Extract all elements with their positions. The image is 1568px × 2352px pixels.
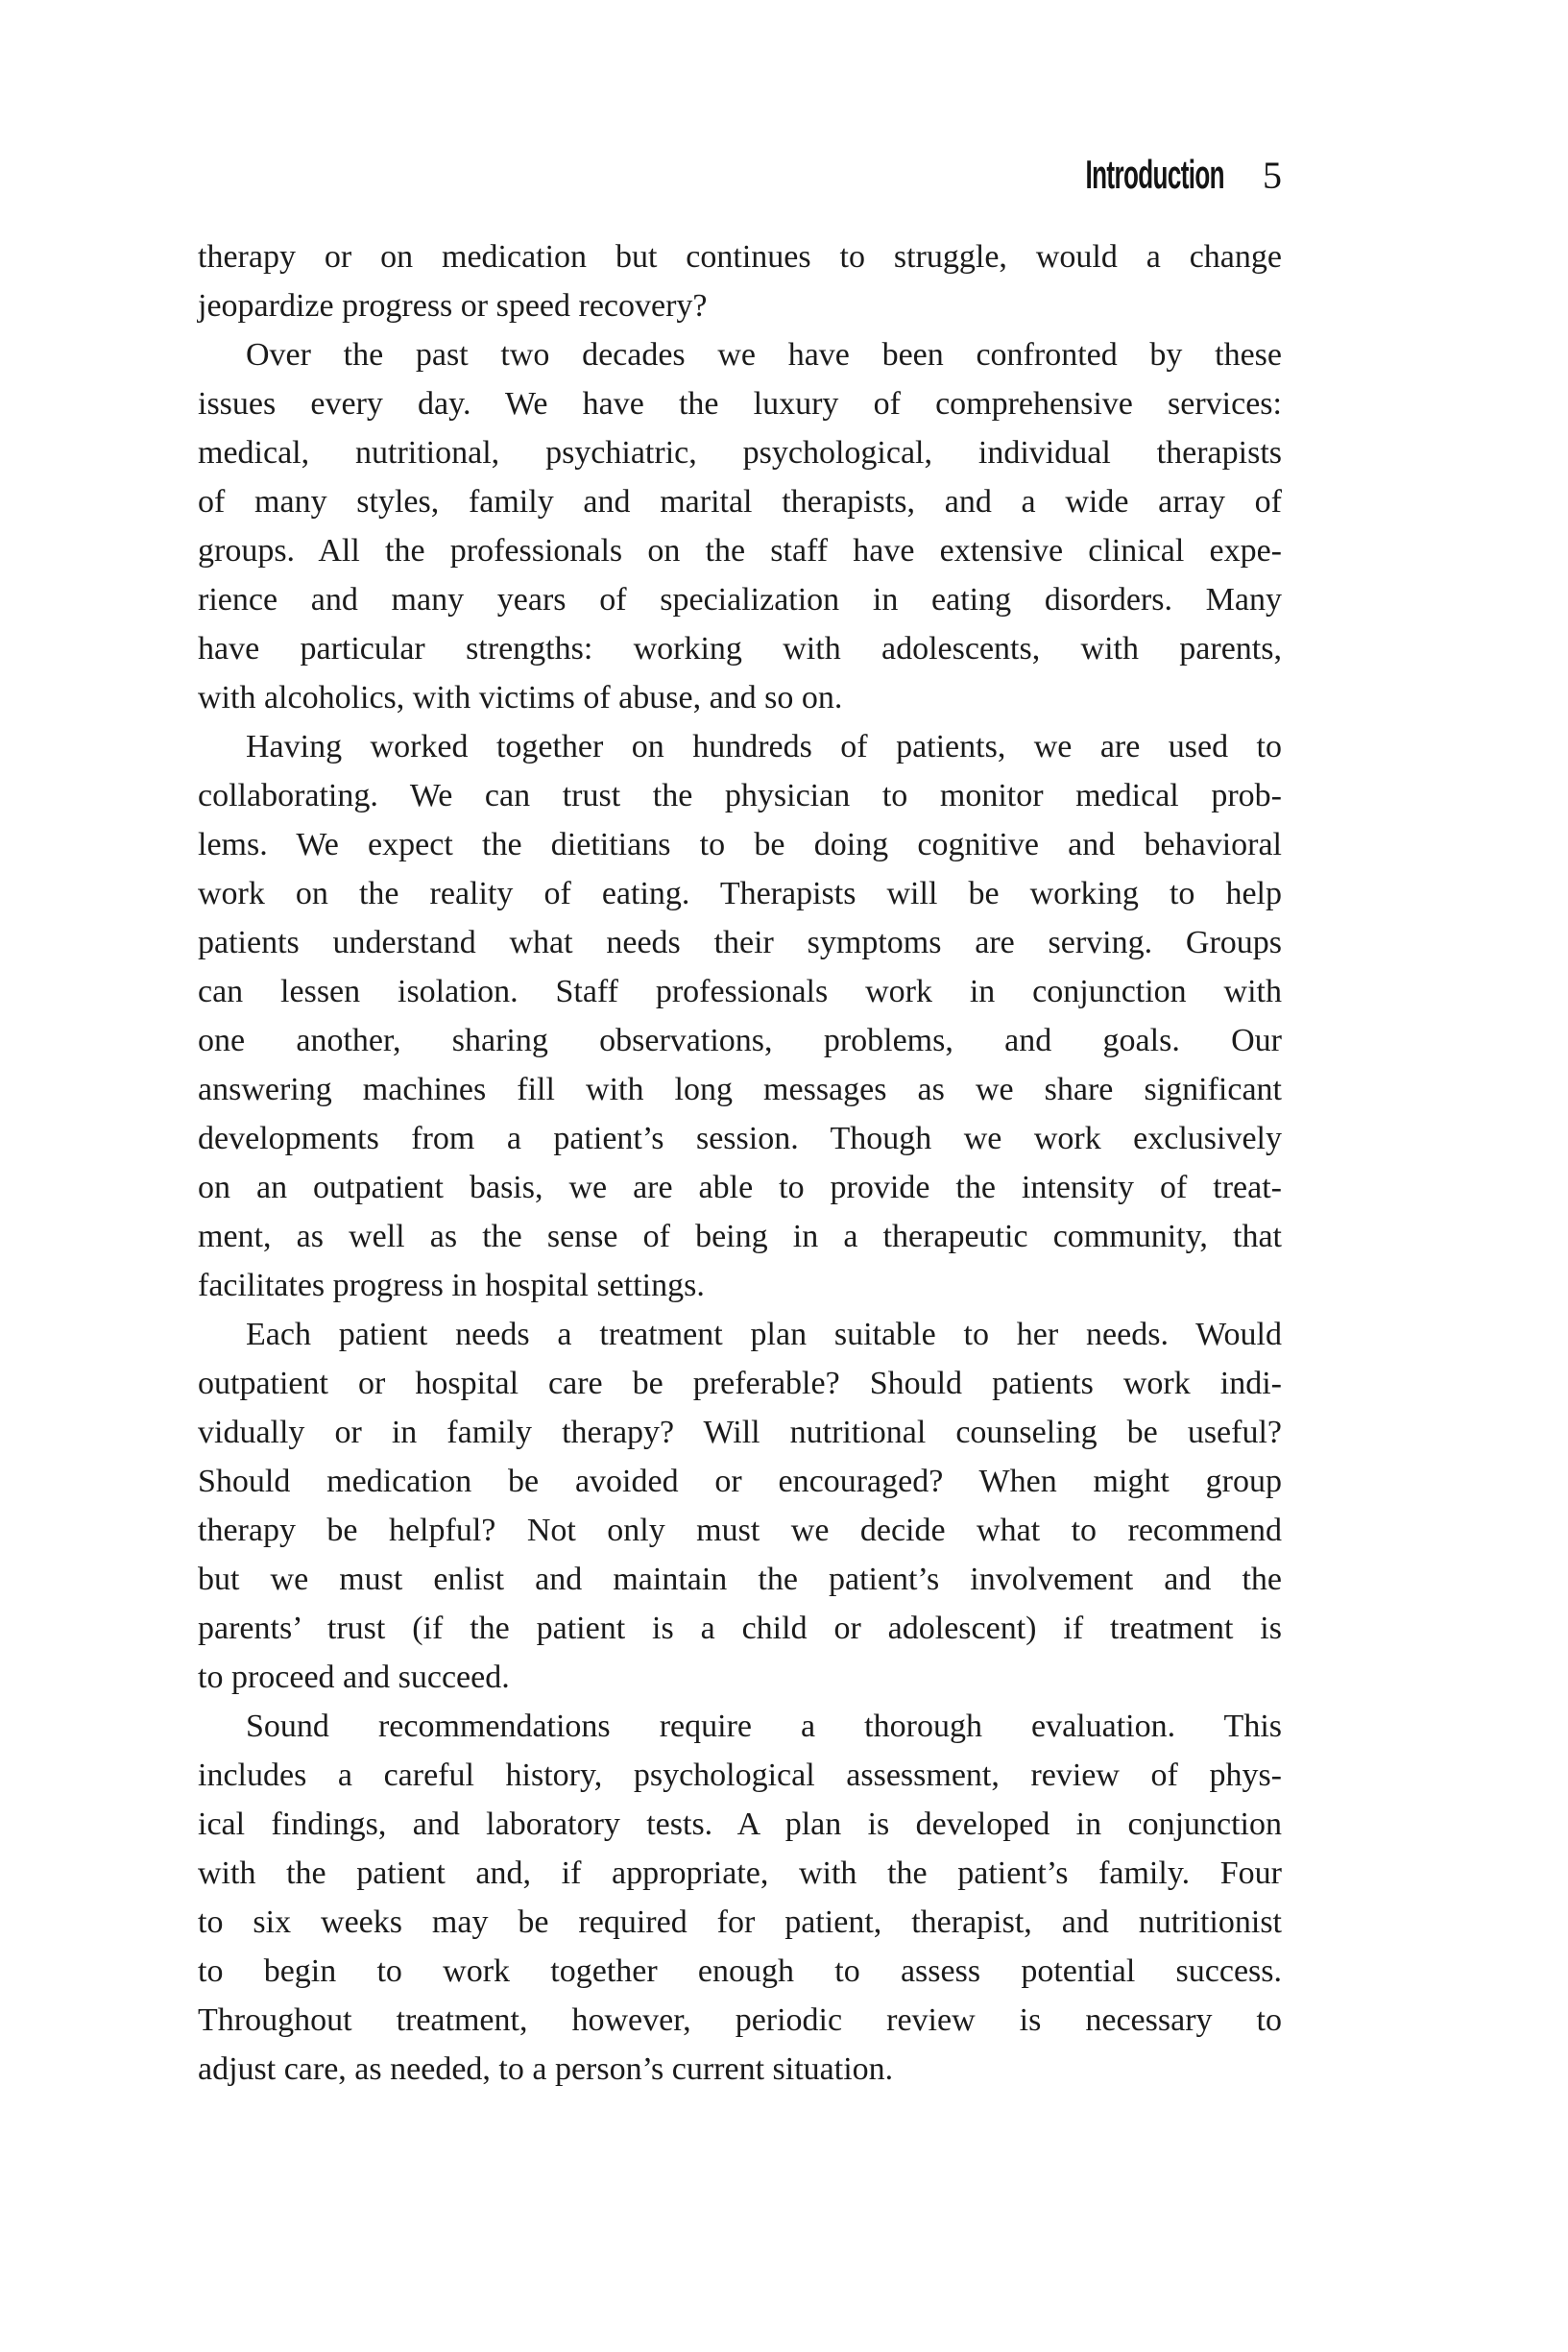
text-line: patients understand what needs their symptoms are serving. Groups [198,925,1282,960]
text-line: issues every day. We have the luxury of comprehensive services: [198,386,1282,422]
text-line: groups. All the professionals on the staff have extensive clinical expe- [198,533,1282,569]
text-line: Sound recommendations require a thorough evaluation. This [246,1709,1282,1744]
text-line: ment, as well as the sense of being in a therapeutic community, that [198,1219,1282,1254]
text-line: ical findings, and laboratory tests. A plan is developed in conjunction [198,1806,1282,1842]
text-line: developments from a patient’s session. Though we work exclusively [198,1121,1282,1156]
text-line: collaborating. We can trust the physician to monitor medical prob- [198,778,1282,813]
text-line: to six weeks may be required for patient, therapist, and nutritionist [198,1904,1282,1940]
text-line: one another, sharing observations, problems, and goals. Our [198,1023,1282,1058]
text-line: outpatient or hospital care be preferable? Should patients work indi- [198,1366,1282,1401]
text-line: to proceed and succeed. [198,1660,510,1695]
running-head-title: Introduction [1085,152,1224,197]
text-line: Should medication be avoided or encouraged? When might group [198,1464,1282,1499]
page-number: 5 [1263,154,1282,197]
text-line: therapy be helpful? Not only must we decide what to recommend [198,1513,1282,1548]
text-line: jeopardize progress or speed recovery? [198,288,708,324]
text-line: with the patient and, if appropriate, with the patient’s family. Four [198,1855,1282,1891]
page-header [1001,152,1282,198]
text-line: but we must enlist and maintain the patient’s involvement and the [198,1562,1282,1597]
text-line: Throughout treatment, however, periodic review is necessary to [198,2002,1282,2038]
text-line: with alcoholics, with victims of abuse, and so on. [198,680,843,715]
text-line: lems. We expect the dietitians to be doing cognitive and behavioral [198,827,1282,862]
text-line: answering machines fill with long messages as we share significant [198,1072,1282,1107]
text-line: parents’ trust (if the patient is a child or adolescent) if treatment is [198,1611,1282,1646]
text-line: on an outpatient basis, we are able to provide the intensity of treat- [198,1170,1282,1205]
text-line: includes a careful history, psychological assessment, review of phys- [198,1758,1282,1793]
text-line: Over the past two decades we have been confronted by these [246,337,1282,373]
body-text [198,232,1282,2094]
text-line: have particular strengths: working with adolescents, with parents, [198,631,1282,667]
text-line: adjust care, as needed, to a person’s current situation. [198,2051,894,2087]
text-line: therapy or on medication but continues to struggle, would a change [198,239,1282,275]
text-line: can lessen isolation. Staff professionals work in conjunction with [198,974,1282,1009]
text-line: work on the reality of eating. Therapists will be working to help [198,876,1282,911]
text-line: to begin to work together enough to assess potential success. [198,1953,1282,1989]
text-line: medical, nutritional, psychiatric, psychological, individual therapists [198,435,1282,471]
text-line: facilitates progress in hospital settings. [198,1268,705,1303]
text-line: Having worked together on hundreds of patients, we are used to [246,729,1282,764]
text-line: Each patient needs a treatment plan suitable to her needs. Would [246,1317,1282,1352]
text-line: rience and many years of specialization in eating disorders. Many [198,582,1282,618]
text-line: vidually or in family therapy? Will nutritional counseling be useful? [198,1415,1282,1450]
text-line: of many styles, family and marital therapists, and a wide array of [198,484,1282,520]
